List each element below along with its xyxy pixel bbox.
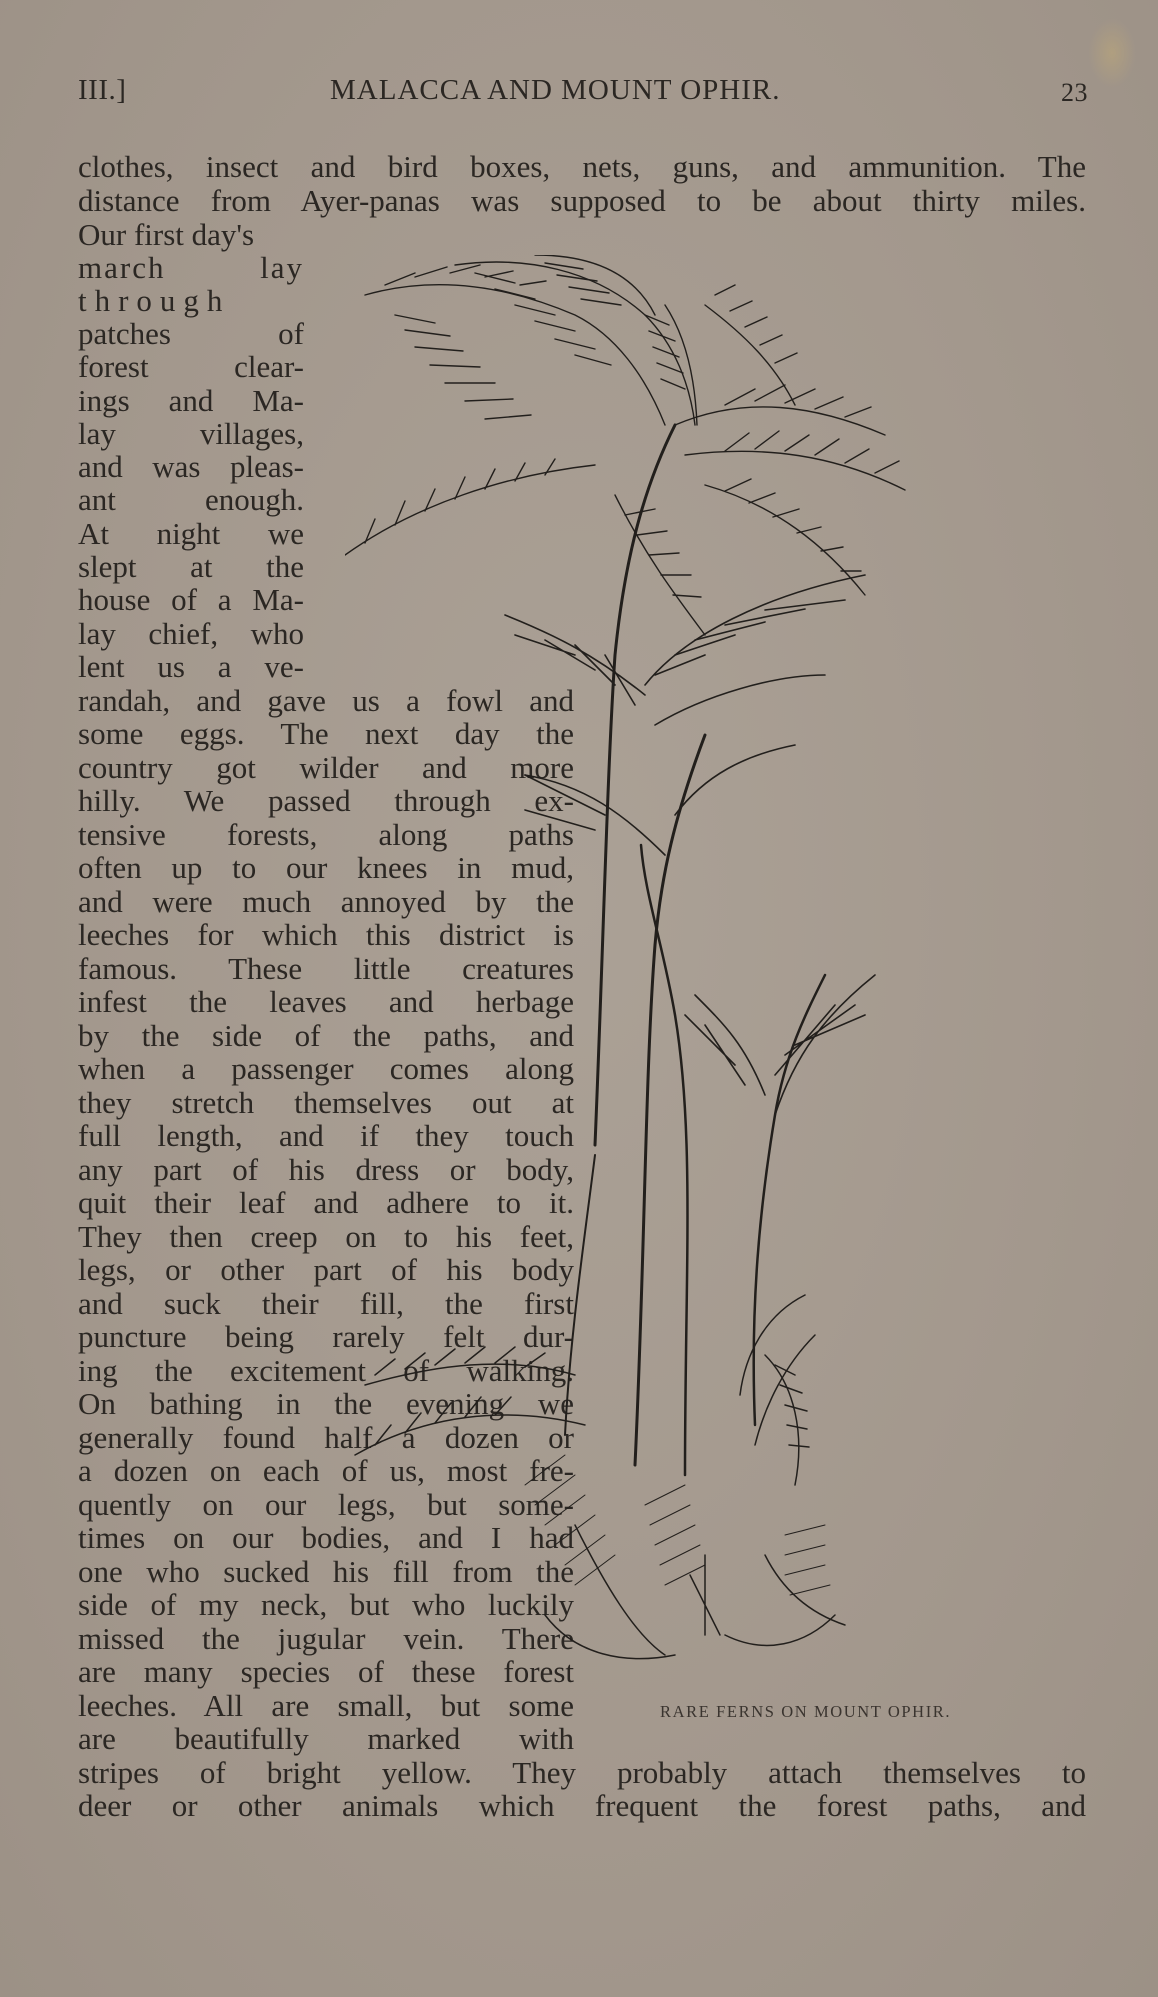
body-line: slept at the <box>78 549 304 584</box>
body-line: country got wilder and more <box>78 750 574 785</box>
body-line: quit their leaf and adhere to it. <box>78 1185 574 1220</box>
body-line: house of a Ma- <box>78 582 304 617</box>
body-line: through <box>78 283 231 318</box>
body-line: one who sucked his fill from the <box>78 1554 574 1589</box>
body-line: ant enough. <box>78 482 304 517</box>
body-line: are beautifully marked with <box>78 1721 574 1756</box>
body-line: Our first day's <box>78 217 255 252</box>
body-line: any part of his dress or body, <box>78 1152 574 1187</box>
body-line: and was pleas- <box>78 449 304 484</box>
body-line: are many species of these forest <box>78 1654 574 1689</box>
body-line: they stretch themselves out at <box>78 1085 574 1120</box>
body-line: patches of <box>78 316 304 351</box>
body-line: times on our bodies, and I had <box>78 1520 574 1555</box>
body-line: On bathing in the evening we <box>78 1386 574 1421</box>
body-line: stripes of bright yellow. They probably attach themselves to <box>78 1755 1086 1790</box>
body-line: clothes, insect and bird boxes, nets, guns, and ammunition. The <box>78 149 1086 184</box>
body-line: often up to our knees in mud, <box>78 850 574 885</box>
body-line: march lay <box>78 250 304 285</box>
body-line: leeches for which this district is <box>78 917 574 952</box>
body-line: full length, and if they touch <box>78 1118 574 1153</box>
body-line: ings and Ma- <box>78 383 304 418</box>
body-line: a dozen on each of us, most fre- <box>78 1453 574 1488</box>
body-line: by the side of the paths, and <box>78 1018 574 1053</box>
body-line: forest clear- <box>78 349 304 384</box>
fern-illustration <box>345 255 1065 1685</box>
body-line: tensive forests, along paths <box>78 817 574 852</box>
body-line: famous. These little creatures <box>78 951 574 986</box>
body-line: leeches. All are small, but some <box>78 1688 574 1723</box>
body-line: lay villages, <box>78 416 304 451</box>
body-line: lent us a ve- <box>78 649 304 684</box>
body-line: missed the jugular vein. There <box>78 1621 574 1656</box>
body-line: distance from Ayer-panas was supposed to be about thirty miles. <box>78 183 1086 218</box>
body-line: At night we <box>78 516 304 551</box>
body-line: lay chief, who <box>78 616 304 651</box>
body-line: some eggs. The next day the <box>78 716 574 751</box>
body-line: deer or other animals which frequent the forest paths, and <box>78 1788 1086 1823</box>
body-line: side of my neck, but who luckily <box>78 1587 574 1622</box>
body-line: legs, or other part of his body <box>78 1252 574 1287</box>
body-line: randah, and gave us a fowl and <box>78 683 574 718</box>
body-line: quently on our legs, but some- <box>78 1487 574 1522</box>
paper-stain <box>1088 18 1136 88</box>
body-line: infest the leaves and herbage <box>78 984 574 1019</box>
body-line: generally found half a dozen or <box>78 1420 574 1455</box>
body-line: and suck their fill, the first <box>78 1286 574 1321</box>
figure-caption: RARE FERNS ON MOUNT OPHIR. <box>660 1702 952 1721</box>
body-line: puncture being rarely felt dur- <box>78 1319 574 1354</box>
body-line: and were much annoyed by the <box>78 884 574 919</box>
running-title: MALACCA AND MOUNT OPHIR. <box>330 74 781 106</box>
running-head <box>78 74 1088 114</box>
body-line: They then creep on to his feet, <box>78 1219 574 1254</box>
body-line: when a passenger comes along <box>78 1051 574 1086</box>
chapter-number: III.] <box>78 74 127 106</box>
body-line: ing the excitement of walking. <box>78 1353 574 1388</box>
body-line: hilly. We passed through ex- <box>78 783 574 818</box>
page-number: 23 <box>1061 78 1088 107</box>
